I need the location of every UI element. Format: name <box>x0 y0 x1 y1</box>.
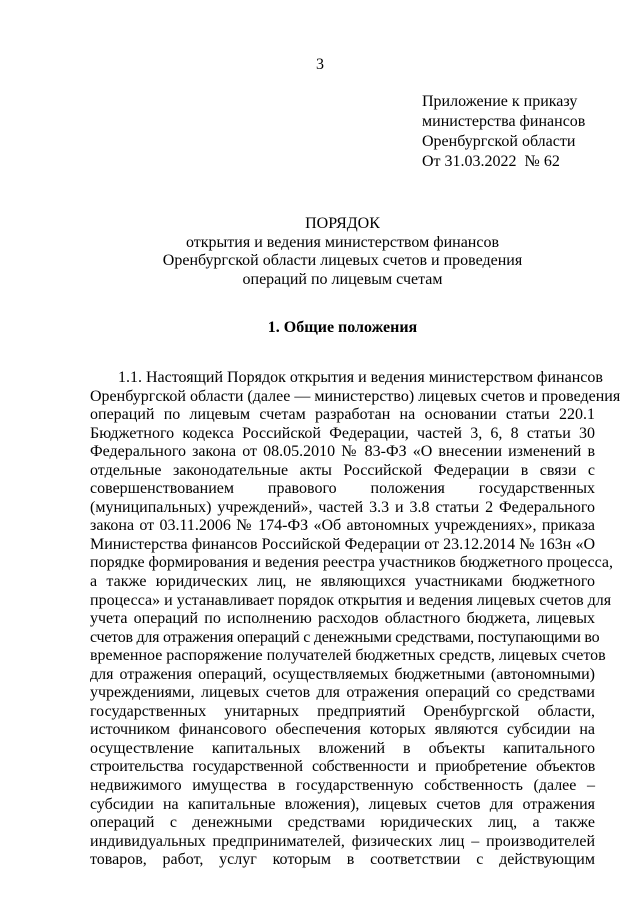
body-line: операций по лицевым счетам разработан на основании статьи 220.1 <box>90 406 595 424</box>
section-heading: 1. Общие положения <box>267 319 418 336</box>
body-line: закона от 03.11.2006 № 174-ФЗ «Об автономных учреждениях», приказа <box>90 517 595 535</box>
appendix-line: министерства финансов <box>422 113 586 130</box>
body-line: субсидии на капитальные вложения), лицевых счетов для отражения <box>90 795 595 813</box>
body-line: процесса» и устанавливает порядок открытия и ведения лицевых счетов для <box>90 591 612 609</box>
body-line: осуществление капитальных вложений в объекты капитального <box>90 739 595 757</box>
body-line: порядке формирования и ведения реестра участников бюджетного процесса, <box>90 554 614 572</box>
body-line: учреждениями, лицевых счетов для отражения операций со средствами <box>90 684 595 702</box>
body-line: государственных унитарных предприятий Оренбургской области, <box>90 702 595 720</box>
appendix-block <box>422 92 622 172</box>
body-line: отдельные законодательные акты Российской Федерации в связи с <box>90 461 595 479</box>
body-line: а также юридических лиц, не являющихся участниками бюджетного <box>90 573 595 591</box>
page-number: 3 <box>316 56 324 73</box>
appendix-date-line: От 31.03.2022 № 62 <box>422 153 560 170</box>
title-subtitle-line: открытия и ведения министерством финансов <box>185 233 500 251</box>
body-line: (муниципальных) учреждений», частей 3.3 и 3.8 статьи 2 Федерального <box>90 498 595 516</box>
body-line: совершенствованием правового положения государственных <box>90 480 595 498</box>
body-line: индивидуальных предпринимателей, физических лиц – производителей <box>90 832 595 850</box>
document-title <box>90 215 595 289</box>
title-main: ПОРЯДОК <box>305 215 380 232</box>
title-subtitle-line: операций по лицевым счетам <box>242 270 443 288</box>
body-line: источником финансового обеспечения которых являются субсидии на <box>90 721 595 739</box>
appendix-line: Оренбургской области <box>422 133 576 150</box>
body-line: строительства государственной собственности и приобретение объектов <box>90 758 595 776</box>
body-line: Министерства финансов Российской Федерации от 23.12.2014 № 163н «О <box>90 535 595 553</box>
body-line: Федерального закона от 08.05.2010 № 83-ФЗ «О внесении изменений в <box>90 443 595 461</box>
body-paragraph <box>90 369 621 870</box>
body-line: для отражения операций, осуществляемых бюджетными (автономными) <box>90 665 595 683</box>
body-line: счетов для отражения операций с денежными средствами, поступающими во <box>90 628 600 646</box>
body-line: недвижимого имущества в государственную собственность (далее – <box>90 777 595 795</box>
title-subtitle-line: Оренбургской области лицевых счетов и проведения <box>162 252 523 269</box>
body-line: временное распоряжение получателей бюджетных средств, лицевых счетов <box>90 647 606 665</box>
body-line: учета операций по исполнению расходов областного бюджета, лицевых <box>90 610 595 628</box>
appendix-line: Приложение к приказу <box>422 93 578 110</box>
body-line: Бюджетного кодекса Российской Федерации, частей 3, 6, 8 статьи 30 <box>90 424 595 442</box>
body-line: операций с денежными средствами юридических лиц, а также <box>90 814 595 832</box>
body-line: Оренбургской области (далее — министерство) лицевых счетов и проведения <box>90 387 621 405</box>
body-line: товаров, работ, услуг которым в соответствии с действующим <box>90 851 595 869</box>
body-line: 1.1. Настоящий Порядок открытия и ведения министерством финансов <box>118 369 603 386</box>
